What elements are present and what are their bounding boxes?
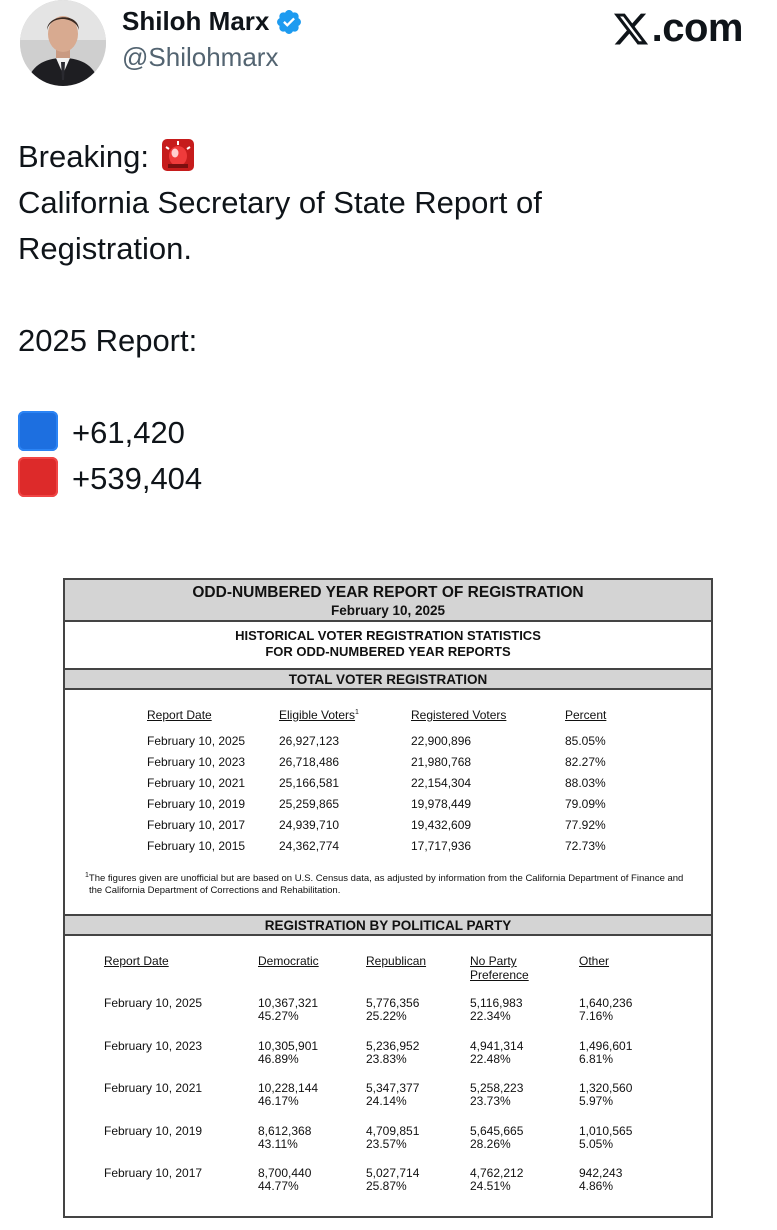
col-npp-line-1: No Party (470, 954, 517, 968)
total-cell-registered: 21,980,768 (411, 755, 472, 769)
total-cell-percent: 77.92% (565, 818, 606, 832)
party-cell-npp: 5,116,983 (470, 996, 523, 1010)
total-cell-date: February 10, 2023 (147, 755, 246, 769)
x-com-logo (612, 6, 743, 51)
party-section-title: REGISTRATION BY POLITICAL PARTY (65, 914, 711, 936)
report-header (65, 580, 711, 622)
col-eligible (279, 708, 359, 722)
historical-line-2: FOR ODD-NUMBERED YEAR REPORTS (265, 644, 511, 659)
tweet-line-red (18, 456, 758, 502)
total-cell-eligible: 24,362,774 (279, 839, 340, 853)
footnote-line-1: The figures given are unofficial but are based on U.S. Census data, as adjusted by information from the California Department of Finance and (88, 873, 684, 885)
total-cell-percent: 85.05% (565, 734, 606, 748)
tweet-body (18, 134, 758, 502)
col-eligible-mark: 1 (355, 709, 359, 716)
party-cell-other: 942,243 (579, 1166, 623, 1180)
party-cell-rep_pct: 23.57% (366, 1136, 407, 1151)
party-cell-other: 1,640,236 (579, 996, 633, 1010)
party-cell-date: February 10, 2019 (104, 1123, 203, 1138)
party-cell-other_pct: 4.86% (579, 1179, 614, 1193)
party-cell-dem_pct: 43.11% (258, 1136, 298, 1151)
party-cell-npp_pct: 22.48% (470, 1051, 511, 1066)
col-percent: Percent (565, 708, 607, 722)
party-cell-other: 1,496,601 (579, 1038, 633, 1053)
total-cell-eligible: 25,166,581 (279, 776, 340, 790)
x-logo-icon (612, 10, 650, 48)
total-cell-registered: 22,154,304 (411, 776, 472, 790)
party-cell-rep: 5,776,356 (366, 996, 420, 1010)
total-cell-registered: 19,432,609 (411, 818, 472, 832)
party-cell-dem_pct: 46.89% (258, 1051, 299, 1066)
report-title: ODD-NUMBERED YEAR REPORT OF REGISTRATION (192, 584, 584, 601)
total-cell-date: February 10, 2017 (147, 818, 246, 832)
total-cell-date: February 10, 2019 (147, 797, 246, 811)
party-cell-rep: 5,347,377 (366, 1081, 420, 1095)
party-cell-npp: 4,762,212 (470, 1166, 524, 1180)
total-cell-eligible: 24,939,710 (279, 818, 340, 832)
total-cell-date: February 10, 2015 (147, 839, 246, 853)
tweet-line-3: Registration. (18, 231, 193, 266)
col-eligible-label: Eligible Voters (279, 708, 356, 722)
total-cell-eligible: 26,718,486 (279, 755, 340, 769)
report-date: February 10, 2025 (330, 603, 446, 618)
total-cell-percent: 82.27% (565, 755, 606, 769)
col-other: Other (579, 954, 610, 968)
blue-value: +61,420 (72, 415, 185, 450)
red-value: +539,404 (72, 461, 203, 496)
total-cell-registered: 17,717,936 (411, 839, 472, 853)
party-cell-other_pct: 7.16% (579, 1009, 614, 1023)
party-cell-dem: 8,612,368 (258, 1123, 312, 1138)
party-cell-dem_pct: 46.17% (258, 1094, 299, 1108)
party-cell-npp_pct: 28.26% (470, 1136, 511, 1151)
author-avatar[interactable] (20, 0, 106, 86)
footnote (85, 870, 705, 897)
party-cell-rep_pct: 25.87% (366, 1179, 407, 1193)
party-cell-dem_pct: 44.77% (258, 1179, 299, 1193)
party-cell-npp_pct: 22.34% (470, 1009, 511, 1023)
avatar-photo (20, 0, 106, 86)
tweet-line-4: 2025 Report: (18, 323, 198, 358)
party-cell-npp_pct: 23.73% (470, 1094, 511, 1108)
total-cell-eligible: 26,927,123 (279, 734, 340, 748)
party-cell-rep: 5,027,714 (366, 1166, 420, 1180)
party-cell-npp: 5,645,665 (470, 1123, 524, 1138)
red-square-icon (18, 457, 58, 497)
report-image[interactable] (63, 578, 713, 1218)
author-handle[interactable]: @Shilohmarx (122, 42, 279, 72)
party-cell-dem_pct: 45.27% (258, 1009, 299, 1023)
blank-line (18, 364, 758, 410)
col-democratic: Democratic (258, 954, 319, 968)
col-npp-line-2: Preference (470, 968, 529, 982)
blank-line (18, 272, 758, 318)
party-cell-npp: 5,258,223 (470, 1081, 524, 1095)
party-cell-date: February 10, 2021 (104, 1081, 203, 1095)
party-cell-dem: 10,367,321 (258, 996, 319, 1010)
total-cell-registered: 19,978,449 (411, 797, 472, 811)
footnote-line-2: the California Department of Corrections and Rehabilitation. (89, 885, 341, 897)
party-cell-rep_pct: 24.14% (366, 1094, 407, 1108)
col-party-report-date: Report Date (104, 954, 169, 968)
historical-line-1: HISTORICAL VOTER REGISTRATION STATISTICS (235, 628, 541, 643)
party-cell-dem: 10,305,901 (258, 1038, 319, 1053)
party-cell-date: February 10, 2025 (104, 996, 203, 1010)
breaking-text: Breaking: (18, 139, 149, 174)
party-cell-other: 1,320,560 (579, 1081, 633, 1095)
siren-emoji-icon (160, 137, 196, 173)
tweet-line-blue (18, 410, 758, 456)
total-cell-percent: 72.73% (565, 839, 606, 853)
verified-badge-icon (275, 8, 303, 36)
total-section-title: TOTAL VOTER REGISTRATION (65, 668, 711, 690)
party-cell-npp: 4,941,314 (470, 1038, 524, 1053)
total-cell-percent: 88.03% (565, 776, 606, 790)
author-name[interactable]: Shiloh Marx (122, 6, 270, 36)
col-registered: Registered Voters (411, 708, 507, 722)
party-cell-rep: 5,236,952 (366, 1038, 420, 1053)
author-name-row[interactable] (122, 6, 303, 37)
party-cell-other: 1,010,565 (579, 1123, 633, 1138)
party-cell-dem: 8,700,440 (258, 1166, 312, 1180)
site-domain: .com (651, 6, 743, 50)
col-report-date: Report Date (147, 708, 212, 722)
total-cell-registered: 22,900,896 (411, 734, 472, 748)
party-cell-rep: 4,709,851 (366, 1123, 420, 1138)
party-cell-dem: 10,228,144 (258, 1081, 319, 1095)
party-registration-table (65, 950, 711, 1230)
footnote-mark: 1 (85, 872, 89, 879)
party-cell-date: February 10, 2017 (104, 1166, 203, 1180)
total-cell-eligible: 25,259,865 (279, 797, 340, 811)
tweet-line-2: California Secretary of State Report of (18, 185, 542, 220)
total-cell-percent: 79.09% (565, 797, 606, 811)
tweet-line-breaking (18, 134, 758, 180)
historical-title (65, 622, 711, 668)
blue-square-icon (18, 411, 58, 451)
party-cell-rep_pct: 25.22% (366, 1009, 407, 1023)
total-cell-date: February 10, 2021 (147, 776, 246, 790)
party-cell-rep_pct: 23.83% (366, 1051, 407, 1066)
col-republican: Republican (366, 954, 427, 968)
party-cell-other_pct: 6.81% (579, 1051, 614, 1066)
party-cell-other_pct: 5.05% (579, 1136, 614, 1151)
party-cell-date: February 10, 2023 (104, 1038, 203, 1053)
total-cell-date: February 10, 2025 (147, 734, 246, 748)
party-cell-npp_pct: 24.51% (470, 1179, 511, 1193)
party-cell-other_pct: 5.97% (579, 1094, 614, 1108)
